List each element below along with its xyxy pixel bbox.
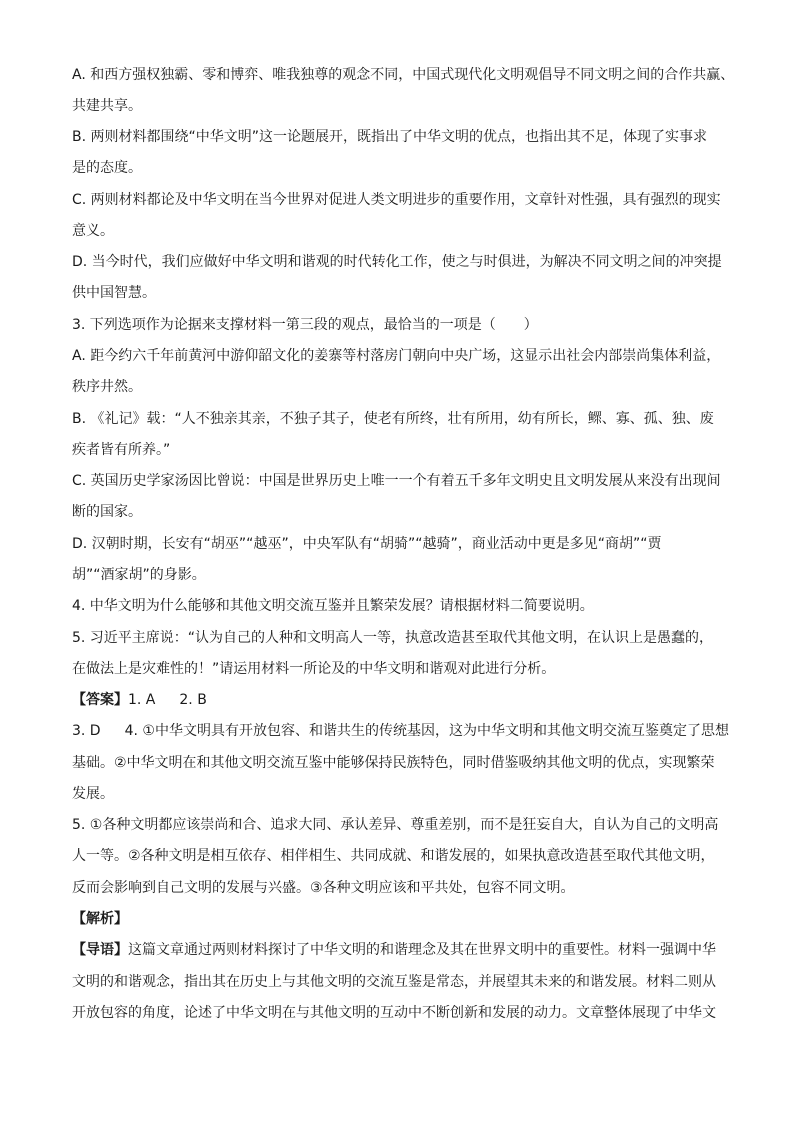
question-5-line-1: 5. 习近平主席说：“认为自己的人种和文明高人一等，执意改造甚至取代其他文明，在认识上是愚蠢的，	[72, 630, 714, 646]
option-b-line-1: B. 两则材料都围绕“中华文明”这一论题展开，既指出了中华文明的优点，也指出其不足，体现了实事求	[72, 129, 708, 145]
option-b-line-2: 是的态度。	[72, 160, 142, 176]
guide-line-2: 文明的和谐观念，指出其在历史上与其他文明的交流互鉴是常态，并展望其未来的和谐发展。材料二则从	[72, 974, 716, 990]
answer-label: 【答案】	[72, 692, 128, 708]
option-c-line-2: 意义。	[72, 223, 114, 239]
q3-option-b-line-1: B. 《礼记》载：“人不独亲其亲，不独子其子，使老有所终，壮有所用，幼有所长，鳏、寡、孤、独、废	[72, 411, 714, 427]
question-4: 4. 中华文明为什么能够和其他文明交流互鉴并且繁荣发展？请根据材料二简要说明。	[72, 598, 594, 614]
q3-option-c-line-1: C. 英国历史学家汤因比曾说：中国是世界历史上唯一一个有着五千多年文明史且文明发展从来没有出现间	[72, 473, 721, 489]
answer-5-line-3: 反而会影响到自己文明的发展与兴盛。③各种文明应该和平共处，包容不同文明。	[72, 880, 575, 896]
option-c-line-1: C. 两则材料都论及中华文明在当今世界对促进人类文明进步的重要作用，文章针对性强，具有强烈的现实	[72, 192, 721, 208]
question-5-line-2: 在做法上是灾难性的！”请运用材料一所论及的中华文明和谐观对此进行分析。	[72, 661, 556, 677]
answer-2: 2. B	[179, 692, 207, 708]
answer-5-line-2: 人一等。②各种文明是相互依存、相伴相生、共同成就、和谐发展的，如果执意改造甚至取代其他文明，	[72, 848, 715, 864]
q3-option-b-line-2: 疾者皆有所养。”	[72, 442, 171, 458]
guide-line-3: 开放包容的角度，论述了中华文明在与其他文明的互动中不断创新和发展的动力。文章整体展现了中华文	[72, 1005, 716, 1021]
question-3: 3. 下列选项作为论据来支撑材料一第三段的观点，最恰当的一项是（ ）	[72, 317, 538, 333]
q3-option-a-line-2: 秩序井然。	[72, 379, 142, 395]
answer-3-4-line	[72, 721, 729, 741]
analysis-label: 【解析】	[72, 911, 128, 927]
guide-text-1: 这篇文章通过两则材料探讨了中华文明的和谐理念及其在世界文明中的重要性。材料一强调中华	[128, 942, 716, 958]
q3-option-d-line-2: 胡”“酒家胡”的身影。	[72, 567, 206, 583]
guide-line-1	[72, 940, 716, 960]
option-a-line-1: A. 和西方强权独霸、零和博弈、唯我独尊的观念不同，中国式现代化文明观倡导不同文明之间的合作共赢、	[72, 67, 735, 83]
option-a-line-2: 共建共享。	[72, 98, 142, 114]
option-d-line-1: D. 当今时代，我们应做好中华文明和谐观的时代转化工作，使之与时俱进，为解决不同文明之间的冲突提	[72, 254, 722, 270]
answer-4-line-3: 发展。	[72, 786, 114, 802]
answer-3: 3. D	[72, 723, 101, 739]
guide-label: 【导语】	[72, 942, 128, 958]
option-d-line-2: 供中国智慧。	[72, 285, 156, 301]
answer-5-line-1: 5. ①各种文明都应该崇尚和合、追求大同、承认差异、尊重差别，而不是狂妄自大，自认为自己的文明高	[72, 817, 719, 833]
answer-line	[72, 690, 207, 710]
answer-1: 1. A	[128, 692, 156, 708]
q3-option-d-line-1: D. 汉朝时期，长安有“胡巫”“越巫”，中央军队有“胡骑”“越骑”，商业活动中更是多见“商胡”“贾	[72, 536, 662, 552]
answer-4-line-2: 基础。②中华文明在和其他文明交流互鉴中能够保持民族特色，同时借鉴吸纳其他文明的优点，实现繁荣	[72, 755, 715, 771]
q3-option-a-line-1: A. 距今约六千年前黄河中游仰韶文化的姜寨等村落房门朝向中央广场，这显示出社会内部崇尚集体利益，	[72, 348, 721, 364]
q3-option-c-line-2: 断的国家。	[72, 504, 142, 520]
answer-4-line-1: 4. ①中华文明具有开放包容、和谐共生的传统基因，这为中华文明和其他文明交流互鉴奠定了思想	[124, 723, 729, 739]
